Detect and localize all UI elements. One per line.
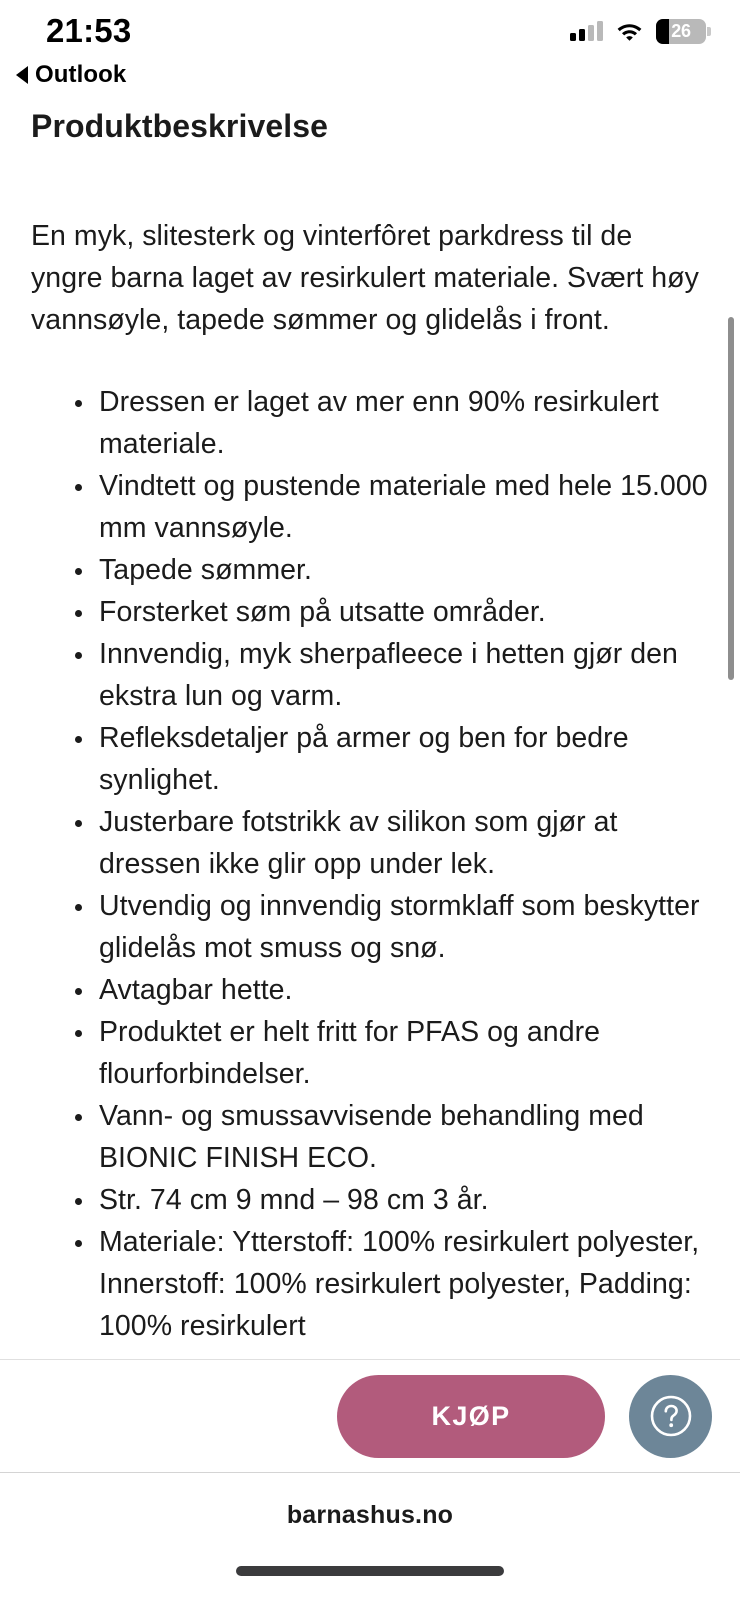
back-caret-icon [16,66,28,84]
buy-button[interactable]: KJØP [337,1375,605,1458]
feature-list [31,381,709,1347]
status-bar-time: 21:53 [46,12,132,49]
list-item: Utvendig og innvendig stormklaff som beskytter glidelås mot smuss og snø. [31,885,709,969]
status-bar-icons [570,19,706,44]
scrollbar[interactable] [728,145,734,1359]
list-item: Avtagbar hette. [31,969,709,1011]
list-item: Tapede sømmer. [31,549,709,591]
battery-icon [656,19,706,44]
battery-percent-label: 26 [671,20,691,41]
list-item: Str. 74 cm 9 mnd – 98 cm 3 år. [31,1179,709,1221]
wifi-icon [616,21,643,41]
action-bar [0,1359,740,1472]
list-item: Dressen er laget av mer enn 90% resirkulert materiale. [31,381,709,465]
page-title: Produktbeskrivelse [31,108,329,144]
question-mark-circle-icon [648,1393,694,1439]
cellular-bars-icon [570,21,603,41]
list-item: Vann- og smussavvisende behandling med BIONIC FINISH ECO. [31,1095,709,1179]
home-indicator[interactable] [236,1566,504,1576]
list-item: Materiale: Ytterstoff: 100% resirkulert polyester, Innerstoff: 100% resirkulert polyester, Padding: 100% resirkulert [31,1221,709,1347]
home-indicator-area [0,1558,740,1600]
product-description-content[interactable] [0,145,740,1359]
scrollbar-thumb[interactable] [728,317,734,680]
back-to-outlook-link[interactable] [0,58,740,92]
intro-paragraph: En myk, slitesterk og vinterfôret parkdress til de yngre barna laget av resirkulert materiale. Svært høy vannsøyle, tapede sømmer og glidelås i front. [31,220,699,336]
browser-footer [0,1472,740,1558]
list-item: Innvendig, myk sherpafleece i hetten gjør den ekstra lun og varm. [31,633,709,717]
list-item: Refleksdetaljer på armer og ben for bedre synlighet. [31,717,709,801]
footer-domain-label: barnashus.no [286,1501,454,1529]
help-button[interactable] [629,1375,712,1458]
back-link-label: Outlook [35,61,127,88]
list-item: Vindtett og pustende materiale med hele 15.000 mm vannsøyle. [31,465,709,549]
status-bar [0,0,740,58]
list-item: Produktet er helt fritt for PFAS og andre flourforbindelser. [31,1011,709,1095]
list-item: Forsterket søm på utsatte områder. [31,591,709,633]
list-item: Justerbare fotstrikk av silikon som gjør at dressen ikke glir opp under lek. [31,801,709,885]
